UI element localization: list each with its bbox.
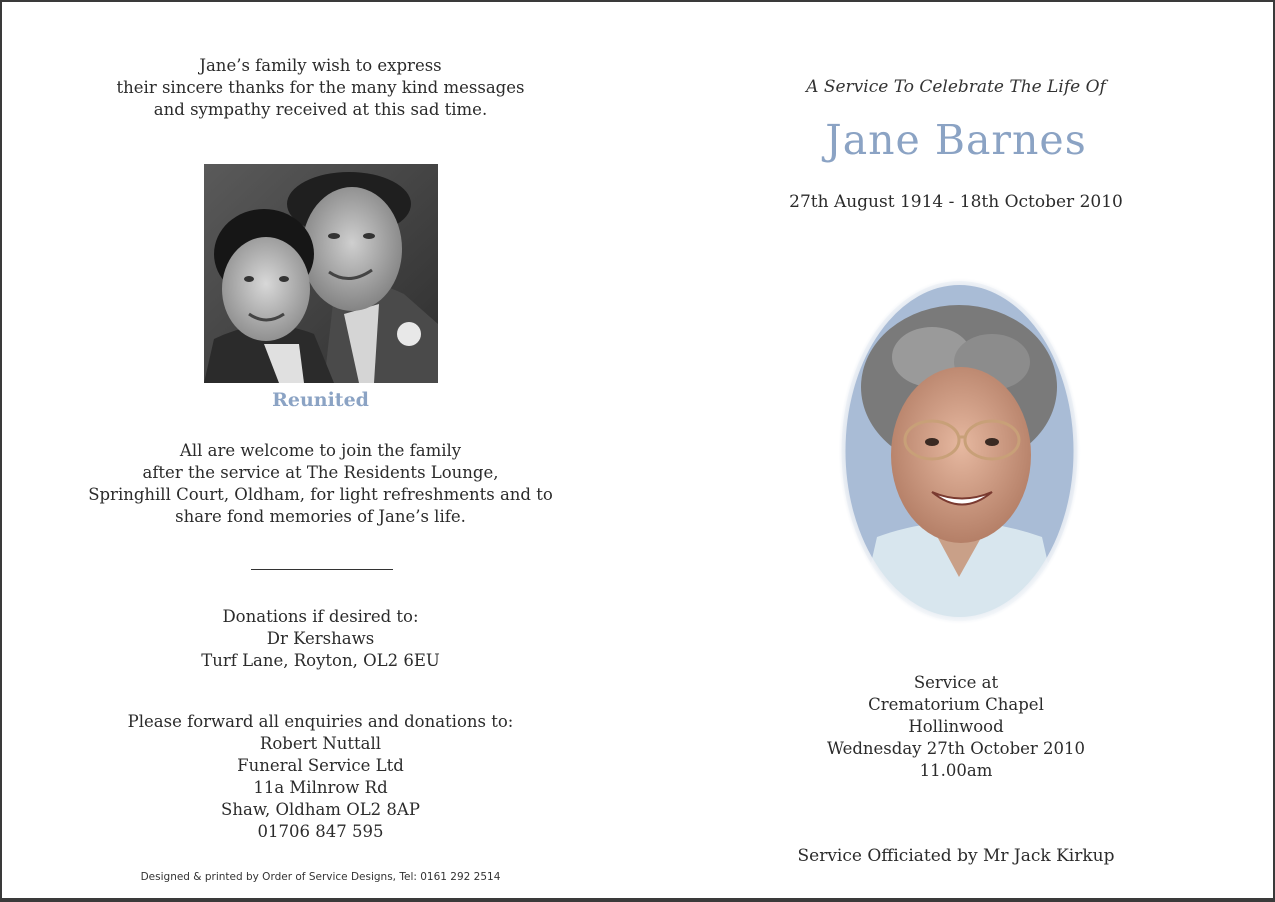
deceased-name: Jane Barnes <box>825 116 1087 164</box>
funeral-director-contact <box>2 711 639 843</box>
welcome-line: after the service at The Residents Lounge, <box>142 463 499 482</box>
service-line: Crematorium Chapel <box>868 695 1044 714</box>
photo-caption: Reunited <box>272 389 369 411</box>
enquiry-line: 01706 847 595 <box>257 822 384 841</box>
portrait-photo <box>837 277 1082 625</box>
service-details <box>639 672 1273 782</box>
reception-invitation <box>2 440 639 528</box>
thanks-line: and sympathy received at this sad time. <box>153 100 488 119</box>
thanks-message <box>2 55 639 121</box>
officiant: Service Officiated by Mr Jack Kirkup <box>797 846 1115 866</box>
welcome-line: share fond memories of Jane’s life. <box>175 507 466 526</box>
enquiry-line: Robert Nuttall <box>259 734 382 753</box>
life-dates: 27th August 1914 - 18th October 2010 <box>789 192 1123 212</box>
welcome-line: Springhill Court, Oldham, for light refreshments and to <box>88 485 553 504</box>
enquiry-line: 11a Milnrow Rd <box>253 778 388 797</box>
couple-photo <box>204 164 438 383</box>
donation-line: Turf Lane, Royton, OL2 6EU <box>201 651 440 670</box>
service-line: Hollinwood <box>908 717 1004 736</box>
donations-info <box>2 606 639 672</box>
enquiry-line: Funeral Service Ltd <box>237 756 404 775</box>
enquiry-line: Please forward all enquiries and donations to: <box>127 712 514 731</box>
service-heading: A Service To Celebrate The Life Of <box>806 77 1106 97</box>
left-page <box>2 2 639 898</box>
thanks-line: their sincere thanks for the many kind messages <box>116 78 525 97</box>
printer-credit: Designed & printed by Order of Service Designs, Tel: 0161 292 2514 <box>140 871 501 883</box>
portrait-oval-image <box>837 277 1082 625</box>
service-line: Service at <box>913 673 999 692</box>
couple-photo-image <box>204 164 438 383</box>
service-line: Wednesday 27th October 2010 <box>826 739 1086 758</box>
section-divider <box>251 569 393 570</box>
thanks-line: Jane’s family wish to express <box>199 56 442 75</box>
welcome-line: All are welcome to join the family <box>179 441 462 460</box>
enquiry-line: Shaw, Oldham OL2 8AP <box>221 800 420 819</box>
service-line: 11.00am <box>919 761 993 780</box>
donation-line: Donations if desired to: <box>222 607 419 626</box>
donation-line: Dr Kershaws <box>266 629 375 648</box>
